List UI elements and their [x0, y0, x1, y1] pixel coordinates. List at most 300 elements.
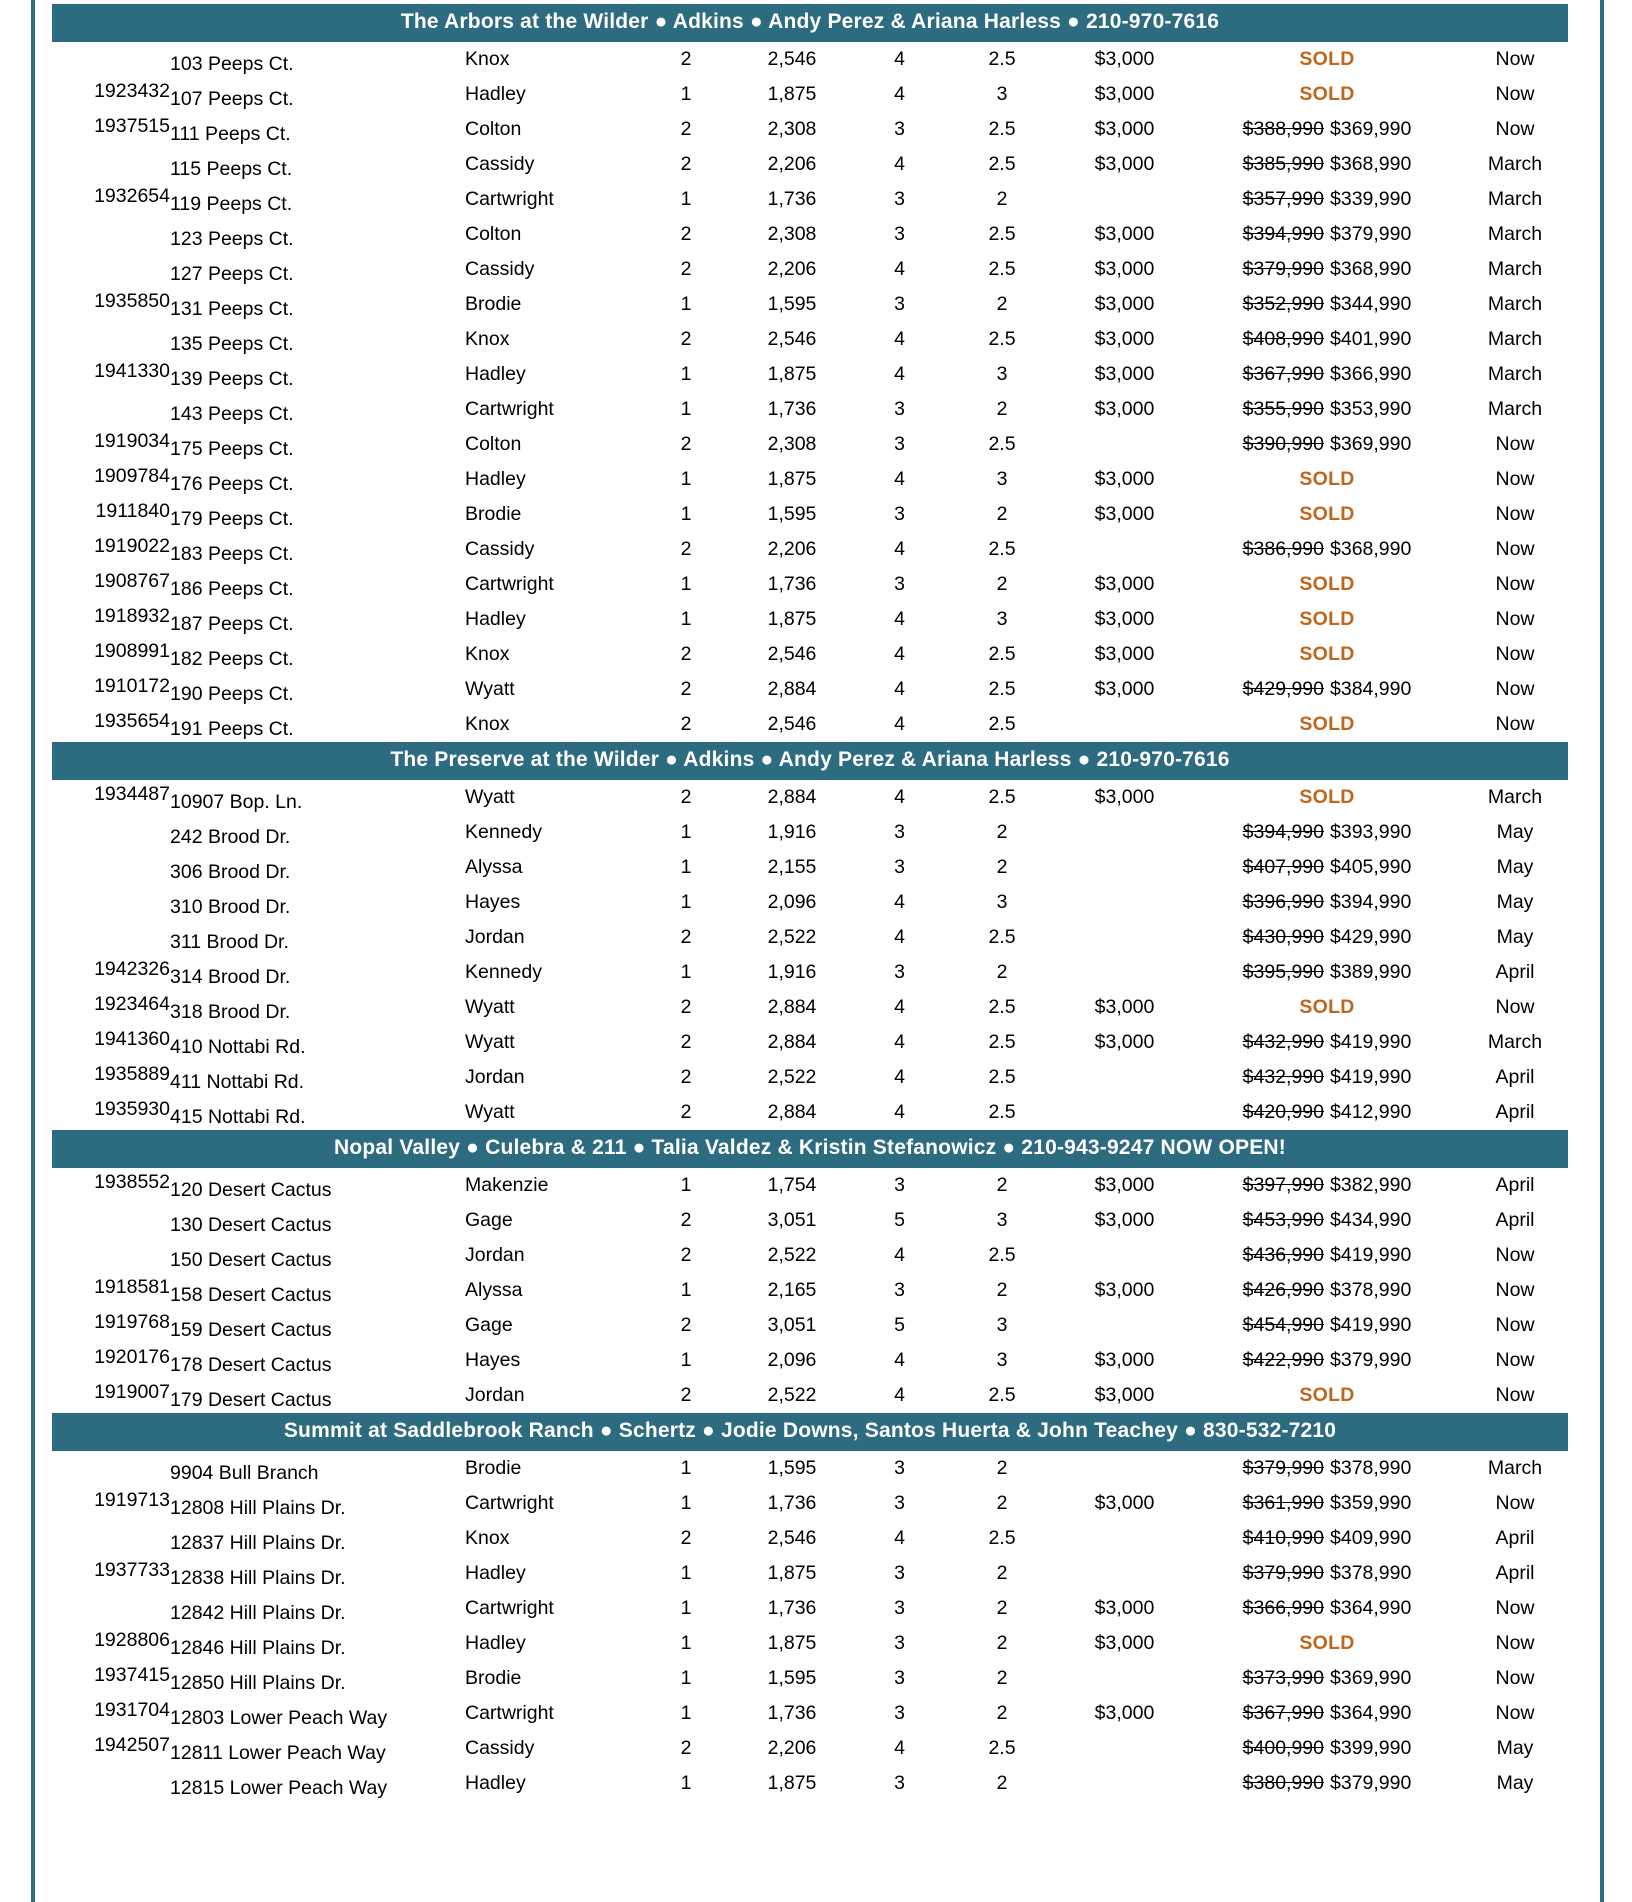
incentive: $3,000 — [1094, 643, 1155, 665]
incentive — [1057, 1556, 1192, 1591]
floor-plan: Wyatt — [465, 1101, 515, 1123]
price-cell — [1192, 427, 1462, 462]
current-price: $368,990 — [1330, 258, 1412, 280]
current-price: $366,990 — [1330, 363, 1412, 385]
community-header-row — [52, 742, 1568, 780]
table-row — [52, 1661, 1568, 1696]
table-row — [52, 1521, 1568, 1556]
square-feet: 3,051 — [767, 1209, 817, 1231]
stories: 1 — [680, 468, 692, 490]
availability: Now — [1495, 1279, 1535, 1301]
square-feet: 1,875 — [767, 468, 817, 490]
table-row — [52, 672, 1568, 707]
table-row — [52, 707, 1568, 742]
bathrooms: 2 — [996, 293, 1008, 315]
address: 135 Peeps Ct. — [170, 333, 294, 355]
stories: 1 — [680, 83, 692, 105]
mls-number: 1935889 — [94, 1063, 170, 1085]
price-cell — [1192, 1378, 1462, 1413]
availability: Now — [1495, 1632, 1535, 1654]
price-cell — [1192, 1626, 1462, 1661]
availability: Now — [1495, 433, 1535, 455]
square-feet: 1,736 — [767, 1702, 817, 1724]
square-feet: 2,206 — [767, 258, 817, 280]
mls-number: 1919007 — [94, 1381, 170, 1403]
incentive — [1057, 707, 1192, 742]
current-price: $419,990 — [1330, 1244, 1412, 1266]
status-badge: SOLD — [1299, 83, 1355, 105]
bathrooms: 2.5 — [988, 538, 1016, 560]
table-row — [52, 990, 1568, 1025]
floor-plan: Wyatt — [465, 1031, 515, 1053]
availability: Now — [1495, 1349, 1535, 1371]
floor-plan: Wyatt — [465, 786, 515, 808]
bathrooms: 2.5 — [988, 223, 1016, 245]
availability: March — [1487, 363, 1543, 385]
stories: 2 — [680, 1314, 692, 1336]
price-cell — [1192, 1203, 1462, 1238]
availability: May — [1496, 821, 1534, 843]
incentive: $3,000 — [1094, 1209, 1155, 1231]
table-row — [52, 1238, 1568, 1273]
stories: 2 — [680, 1527, 692, 1549]
availability: March — [1487, 328, 1543, 350]
price-cell — [1192, 990, 1462, 1025]
incentive: $3,000 — [1094, 678, 1155, 700]
square-feet: 1,595 — [767, 293, 817, 315]
floor-plan: Knox — [465, 328, 510, 350]
current-price: $379,990 — [1330, 1349, 1412, 1371]
community-header-label: Summit at Saddlebrook Ranch ● Schertz ● Jodie Downs, Santos Huerta & John Teachey ● 830-532-7210 — [52, 1413, 1568, 1451]
original-price: $454,990 — [1242, 1314, 1324, 1336]
bedrooms: 3 — [894, 1667, 905, 1689]
availability: Now — [1495, 996, 1535, 1018]
current-price: $353,990 — [1330, 398, 1412, 420]
floor-plan: Hadley — [465, 1632, 526, 1654]
square-feet: 1,736 — [767, 573, 817, 595]
original-price: $400,990 — [1242, 1737, 1324, 1759]
incentive: $3,000 — [1094, 48, 1155, 70]
bathrooms: 2 — [996, 503, 1008, 525]
table-row — [52, 287, 1568, 322]
mls-number: 1908991 — [94, 640, 170, 662]
bedrooms: 3 — [894, 573, 905, 595]
price-cell — [1192, 1766, 1462, 1801]
mls-number — [52, 252, 170, 287]
community-header-row — [52, 4, 1568, 42]
mls-number — [52, 1521, 170, 1556]
availability: Now — [1495, 1702, 1535, 1724]
sheet-content — [52, 0, 1598, 1801]
bathrooms: 2 — [996, 398, 1008, 420]
community-header-label: Nopal Valley ● Culebra & 211 ● Talia Valdez & Kristin Stefanowicz ● 210-943-9247 NOW OPEN! — [52, 1130, 1568, 1168]
square-feet: 2,096 — [767, 891, 817, 913]
stories: 1 — [680, 1174, 692, 1196]
availability: March — [1487, 153, 1543, 175]
square-feet: 2,206 — [767, 538, 817, 560]
inventory-table — [52, 4, 1568, 1801]
current-price: $434,990 — [1330, 1209, 1412, 1231]
square-feet: 3,051 — [767, 1314, 817, 1336]
square-feet: 1,916 — [767, 821, 817, 843]
status-badge: SOLD — [1299, 573, 1355, 595]
stories: 2 — [680, 643, 692, 665]
square-feet: 2,522 — [767, 1244, 817, 1266]
current-price: $389,990 — [1330, 961, 1412, 983]
bathrooms: 2.5 — [988, 433, 1016, 455]
address: 415 Nottabi Rd. — [170, 1106, 306, 1128]
address: 12815 Lower Peach Way — [170, 1777, 388, 1799]
status-badge: SOLD — [1299, 1632, 1355, 1654]
address: 12846 Hill Plains Dr. — [170, 1637, 346, 1659]
availability: April — [1495, 1209, 1535, 1231]
incentive: $3,000 — [1094, 223, 1155, 245]
status-badge: SOLD — [1299, 608, 1355, 630]
square-feet: 1,875 — [767, 1632, 817, 1654]
bathrooms: 2 — [996, 1457, 1008, 1479]
address: 187 Peeps Ct. — [170, 613, 294, 635]
table-row — [52, 392, 1568, 427]
table-row — [52, 462, 1568, 497]
current-price: $364,990 — [1330, 1597, 1412, 1619]
incentive: $3,000 — [1094, 398, 1155, 420]
mls-number — [52, 322, 170, 357]
original-price: $355,990 — [1242, 398, 1324, 420]
current-price: $429,990 — [1330, 926, 1412, 948]
floor-plan: Cartwright — [465, 1702, 554, 1724]
square-feet: 1,875 — [767, 363, 817, 385]
bedrooms: 4 — [894, 468, 905, 490]
address: 12837 Hill Plains Dr. — [170, 1532, 346, 1554]
bathrooms: 3 — [996, 1314, 1008, 1336]
address: 183 Peeps Ct. — [170, 543, 294, 565]
table-row — [52, 1731, 1568, 1766]
mls-number — [52, 1766, 170, 1801]
stories: 2 — [680, 433, 692, 455]
incentive: $3,000 — [1094, 1031, 1155, 1053]
table-row — [52, 1308, 1568, 1343]
price-cell — [1192, 1486, 1462, 1521]
table-row — [52, 1095, 1568, 1130]
price-cell — [1192, 602, 1462, 637]
current-price: $399,990 — [1330, 1737, 1412, 1759]
current-price: $384,990 — [1330, 678, 1412, 700]
original-price: $380,990 — [1242, 1772, 1324, 1794]
bathrooms: 2.5 — [988, 153, 1016, 175]
stories: 2 — [680, 1066, 692, 1088]
square-feet: 2,546 — [767, 328, 817, 350]
bathrooms: 3 — [996, 1209, 1008, 1231]
availability: April — [1495, 961, 1535, 983]
mls-number: 1938552 — [94, 1171, 170, 1193]
price-cell — [1192, 1556, 1462, 1591]
address: 10907 Bop. Ln. — [170, 791, 303, 813]
right-border-rule — [1600, 0, 1604, 1902]
availability: May — [1496, 891, 1534, 913]
floor-plan: Alyssa — [465, 1279, 523, 1301]
current-price: $378,990 — [1330, 1562, 1412, 1584]
table-row — [52, 885, 1568, 920]
square-feet: 1,595 — [767, 1457, 817, 1479]
floor-plan: Wyatt — [465, 996, 515, 1018]
bedrooms: 3 — [894, 503, 905, 525]
address: 103 Peeps Ct. — [170, 53, 294, 75]
inventory-table-body — [52, 4, 1568, 1801]
square-feet: 1,875 — [767, 608, 817, 630]
floor-plan: Knox — [465, 713, 510, 735]
availability: Now — [1495, 608, 1535, 630]
address: 242 Brood Dr. — [170, 826, 291, 848]
floor-plan: Gage — [465, 1209, 513, 1231]
mls-number: 1937733 — [94, 1559, 170, 1581]
bathrooms: 2.5 — [988, 1031, 1016, 1053]
address: 318 Brood Dr. — [170, 1001, 291, 1023]
current-price: $382,990 — [1330, 1174, 1412, 1196]
original-price: $426,990 — [1242, 1279, 1324, 1301]
incentive: $3,000 — [1094, 328, 1155, 350]
floor-plan: Hadley — [465, 1562, 526, 1584]
incentive: $3,000 — [1094, 153, 1155, 175]
table-row — [52, 1451, 1568, 1486]
bedrooms: 4 — [894, 1527, 905, 1549]
table-row — [52, 532, 1568, 567]
floor-plan: Cartwright — [465, 573, 554, 595]
mls-number: 1919022 — [94, 535, 170, 557]
price-cell — [1192, 1661, 1462, 1696]
square-feet: 2,884 — [767, 996, 817, 1018]
address: 107 Peeps Ct. — [170, 88, 294, 110]
original-price: $422,990 — [1242, 1349, 1324, 1371]
current-price: $419,990 — [1330, 1066, 1412, 1088]
status-badge: SOLD — [1299, 786, 1355, 808]
incentive: $3,000 — [1094, 1174, 1155, 1196]
original-price: $453,990 — [1242, 1209, 1324, 1231]
square-feet: 1,736 — [767, 398, 817, 420]
address: 12838 Hill Plains Dr. — [170, 1567, 346, 1589]
mls-number — [52, 1451, 170, 1486]
price-cell — [1192, 850, 1462, 885]
square-feet: 1,595 — [767, 503, 817, 525]
table-row — [52, 182, 1568, 217]
table-row — [52, 1486, 1568, 1521]
floor-plan: Hadley — [465, 1772, 526, 1794]
bathrooms: 2.5 — [988, 643, 1016, 665]
mls-number: 1942507 — [94, 1734, 170, 1756]
price-cell — [1192, 497, 1462, 532]
incentive — [1057, 1766, 1192, 1801]
current-price: $412,990 — [1330, 1101, 1412, 1123]
bathrooms: 3 — [996, 363, 1008, 385]
current-price: $394,990 — [1330, 891, 1412, 913]
address: 159 Desert Cactus — [170, 1319, 332, 1341]
square-feet: 2,884 — [767, 678, 817, 700]
stories: 2 — [680, 713, 692, 735]
address: 12808 Hill Plains Dr. — [170, 1497, 346, 1519]
floor-plan: Brodie — [465, 1667, 522, 1689]
table-row — [52, 1626, 1568, 1661]
price-cell — [1192, 322, 1462, 357]
floor-plan: Brodie — [465, 1457, 522, 1479]
table-row — [52, 217, 1568, 252]
bedrooms: 3 — [894, 961, 905, 983]
bathrooms: 2.5 — [988, 713, 1016, 735]
bedrooms: 5 — [894, 1209, 905, 1231]
incentive — [1057, 920, 1192, 955]
availability: Now — [1495, 468, 1535, 490]
availability: Now — [1495, 573, 1535, 595]
square-feet: 1,875 — [767, 1562, 817, 1584]
community-header-row — [52, 1413, 1568, 1451]
price-cell — [1192, 532, 1462, 567]
mls-number: 1919768 — [94, 1311, 170, 1333]
floor-plan: Hadley — [465, 363, 526, 385]
address: 411 Nottabi Rd. — [170, 1071, 305, 1093]
incentive: $3,000 — [1094, 1384, 1155, 1406]
mls-number: 1942326 — [94, 958, 170, 980]
bedrooms: 4 — [894, 1349, 905, 1371]
price-cell — [1192, 1168, 1462, 1203]
stories: 2 — [680, 1031, 692, 1053]
bathrooms: 2.5 — [988, 258, 1016, 280]
mls-number — [52, 217, 170, 252]
original-price: $352,990 — [1242, 293, 1324, 315]
price-cell — [1192, 287, 1462, 322]
stories: 1 — [680, 1702, 692, 1724]
bedrooms: 3 — [894, 1562, 905, 1584]
mls-number — [52, 1238, 170, 1273]
incentive: $3,000 — [1094, 608, 1155, 630]
price-cell — [1192, 1273, 1462, 1308]
address: 123 Peeps Ct. — [170, 228, 294, 250]
mls-number: 1919713 — [94, 1489, 170, 1511]
availability: Now — [1495, 643, 1535, 665]
bedrooms: 3 — [894, 856, 905, 878]
address: 127 Peeps Ct. — [170, 263, 294, 285]
price-cell — [1192, 815, 1462, 850]
address: 12811 Lower Peach Way — [170, 1742, 386, 1764]
stories: 2 — [680, 1737, 692, 1759]
stories: 2 — [680, 786, 692, 808]
original-price: $366,990 — [1242, 1597, 1324, 1619]
address: 311 Brood Dr. — [170, 931, 289, 953]
availability: Now — [1495, 678, 1535, 700]
bedrooms: 4 — [894, 1737, 905, 1759]
floor-plan: Brodie — [465, 293, 522, 315]
table-row — [52, 920, 1568, 955]
address: 119 Peeps Ct. — [170, 193, 293, 215]
mls-number: 1937515 — [94, 115, 170, 137]
original-price: $432,990 — [1242, 1031, 1324, 1053]
original-price: $357,990 — [1242, 188, 1324, 210]
price-cell — [1192, 1238, 1462, 1273]
incentive: $3,000 — [1094, 573, 1155, 595]
availability: Now — [1495, 1384, 1535, 1406]
bedrooms: 4 — [894, 786, 905, 808]
bedrooms: 3 — [894, 1632, 905, 1654]
mls-number: 1935930 — [94, 1098, 170, 1120]
current-price: $369,990 — [1330, 1667, 1412, 1689]
square-feet: 2,096 — [767, 1349, 817, 1371]
current-price: $409,990 — [1330, 1527, 1412, 1549]
address: 190 Peeps Ct. — [170, 683, 294, 705]
table-row — [52, 850, 1568, 885]
price-cell — [1192, 637, 1462, 672]
floor-plan: Cassidy — [465, 258, 535, 280]
price-cell — [1192, 1060, 1462, 1095]
current-price: $369,990 — [1330, 118, 1412, 140]
status-badge: SOLD — [1299, 643, 1355, 665]
original-price: $408,990 — [1242, 328, 1324, 350]
bathrooms: 2.5 — [988, 1101, 1016, 1123]
current-price: $393,990 — [1330, 821, 1412, 843]
bathrooms: 2 — [996, 1279, 1008, 1301]
price-cell — [1192, 112, 1462, 147]
bathrooms: 2 — [996, 821, 1008, 843]
mls-number: 1928806 — [94, 1629, 170, 1651]
table-row — [52, 1556, 1568, 1591]
stories: 1 — [680, 293, 692, 315]
availability: April — [1495, 1527, 1535, 1549]
mls-number — [52, 1203, 170, 1238]
table-row — [52, 567, 1568, 602]
stories: 1 — [680, 1562, 692, 1584]
original-price: $385,990 — [1242, 153, 1324, 175]
incentive: $3,000 — [1094, 293, 1155, 315]
stories: 1 — [680, 961, 692, 983]
price-cell — [1192, 920, 1462, 955]
availability: March — [1487, 1031, 1543, 1053]
bathrooms: 2.5 — [988, 1737, 1016, 1759]
mls-number — [52, 885, 170, 920]
availability: April — [1495, 1066, 1535, 1088]
floor-plan: Cartwright — [465, 188, 554, 210]
floor-plan: Jordan — [465, 926, 525, 948]
address: 115 Peeps Ct. — [170, 158, 293, 180]
current-price: $379,990 — [1330, 223, 1412, 245]
current-price: $368,990 — [1330, 538, 1412, 560]
stories: 2 — [680, 1209, 692, 1231]
price-cell — [1192, 1095, 1462, 1130]
table-row — [52, 322, 1568, 357]
availability: April — [1495, 1101, 1535, 1123]
address: 120 Desert Cactus — [170, 1179, 332, 1201]
bathrooms: 2 — [996, 188, 1008, 210]
square-feet: 2,165 — [767, 1279, 817, 1301]
availability: March — [1487, 293, 1543, 315]
original-price: $361,990 — [1242, 1492, 1324, 1514]
bedrooms: 4 — [894, 538, 905, 560]
bathrooms: 3 — [996, 608, 1008, 630]
bedrooms: 3 — [894, 223, 905, 245]
current-price: $401,990 — [1330, 328, 1412, 350]
availability: Now — [1495, 1244, 1535, 1266]
address: 130 Desert Cactus — [170, 1214, 332, 1236]
price-cell — [1192, 707, 1462, 742]
floor-plan: Knox — [465, 643, 510, 665]
address: 12842 Hill Plains Dr. — [170, 1602, 346, 1624]
square-feet: 2,522 — [767, 926, 817, 948]
availability: March — [1487, 258, 1543, 280]
current-price: $378,990 — [1330, 1457, 1412, 1479]
address: 158 Desert Cactus — [170, 1284, 332, 1306]
mls-number: 1918932 — [94, 605, 170, 627]
address: 306 Brood Dr. — [170, 861, 291, 883]
incentive: $3,000 — [1094, 118, 1155, 140]
price-cell — [1192, 567, 1462, 602]
stories: 2 — [680, 223, 692, 245]
floor-plan: Jordan — [465, 1244, 525, 1266]
original-price: $379,990 — [1242, 258, 1324, 280]
